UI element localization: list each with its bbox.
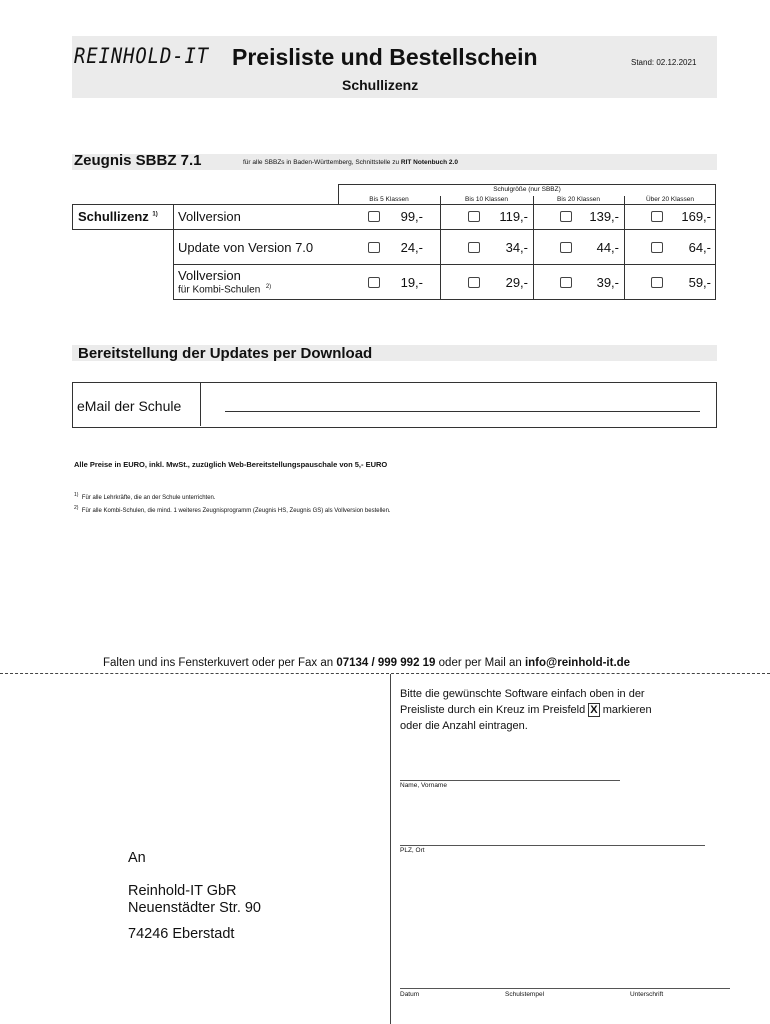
price-update-5: 24,- — [400, 240, 423, 255]
page-subtitle: Schullizenz — [342, 77, 419, 93]
checkbox-kombi-over20[interactable] — [651, 277, 663, 288]
checkbox-kombi-5[interactable] — [368, 277, 380, 288]
product-note — [243, 159, 458, 166]
product-note-bold: RIT Notenbuch 2.0 — [400, 159, 458, 166]
checkbox-update-5[interactable] — [368, 242, 380, 253]
order-instructions — [400, 686, 700, 734]
price-full-over20: 169,- — [681, 209, 711, 224]
row-line — [173, 229, 716, 230]
license-label-text: Schullizenz — [78, 209, 149, 224]
address-company: Reinhold-IT GbR — [128, 883, 237, 899]
address-an: An — [128, 850, 146, 866]
checkbox-update-20[interactable] — [560, 242, 572, 253]
col-header-10: Bis 10 Klassen — [465, 196, 508, 203]
price-kombi-5: 19,- — [400, 275, 423, 290]
license-sup: 1) — [152, 211, 158, 218]
checkbox-kombi-20[interactable] — [560, 277, 572, 288]
company-logo: REINHOLD-IT — [74, 44, 210, 68]
address-city: 74246 Eberstadt — [128, 926, 235, 942]
row-sublabel-sup: 2) — [265, 284, 272, 290]
mail-address[interactable]: info@reinhold-it.de — [524, 657, 631, 669]
row-label-vollversion: Vollversion — [178, 209, 241, 224]
email-label: eMail der Schule — [77, 398, 182, 414]
instr-line-2a: Preisliste durch ein Kreuz im Preisfeld — [400, 704, 589, 716]
price-kombi-over20: 59,- — [688, 275, 711, 290]
checkbox-full-20[interactable] — [560, 211, 572, 222]
col-divider — [533, 196, 534, 204]
footnote-2 — [74, 505, 391, 514]
fold-middle: oder per Mail an — [435, 657, 525, 669]
table-right-line — [715, 204, 716, 299]
license-label — [78, 209, 158, 224]
plz-label: PLZ, Ort — [400, 847, 425, 854]
fold-line — [0, 673, 770, 674]
price-kombi-20: 39,- — [596, 275, 619, 290]
col-header-20: Bis 20 Klassen — [557, 196, 600, 203]
checkbox-kombi-10[interactable] — [468, 277, 480, 288]
checkbox-update-10[interactable] — [468, 242, 480, 253]
product-title: Zeugnis SBBZ 7.1 — [74, 152, 202, 169]
row-label-kombi: Vollversion — [178, 268, 241, 283]
prices-note: Alle Preise in EURO, inkl. MwSt., zuzüglich Web-Bereitstellungspauschale von 5,- EURO — [74, 460, 388, 469]
row-label-update: Update von Version 7.0 — [178, 240, 314, 255]
col-line — [624, 204, 625, 299]
col-line — [440, 204, 441, 299]
label-divider — [173, 204, 174, 299]
row-sublabel-text: für Kombi-Schulen — [178, 284, 261, 296]
table-top-line — [72, 204, 715, 205]
col-header-5: Bis 5 Klassen — [369, 196, 409, 203]
footnote-1-text: Für alle Lehrkräfte, die an der Schule unterrichten. — [81, 495, 216, 501]
stempel-label: Schulstempel — [505, 991, 545, 998]
col-header-over20: Über 20 Klassen — [645, 196, 695, 203]
checkbox-full-10[interactable] — [468, 211, 480, 222]
license-cell-bottom — [72, 229, 173, 230]
price-full-5: 99,- — [400, 209, 423, 224]
footnote-1 — [74, 492, 216, 501]
footnote-2-mark: 2) — [74, 505, 79, 511]
unterschrift-label: Unterschrift — [630, 991, 664, 998]
instr-line-3: oder die Anzahl eintragen. — [400, 720, 528, 732]
footnote-2-text: Für alle Kombi-Schulen, die mind. 1 weiteres Zeugnisprogramm (Zeugnis HS, Zeugnis GS) als Vollversion bestellen. — [81, 508, 391, 514]
footnote-1-mark: 1) — [74, 492, 79, 498]
plz-line[interactable] — [400, 845, 705, 846]
price-update-20: 44,- — [596, 240, 619, 255]
name-line[interactable] — [400, 780, 620, 781]
email-divider — [200, 382, 201, 426]
row-line — [173, 264, 716, 265]
price-update-10: 34,- — [505, 240, 528, 255]
price-update-over20: 64,- — [688, 240, 711, 255]
price-kombi-10: 29,- — [505, 275, 528, 290]
checkbox-update-over20[interactable] — [651, 242, 663, 253]
row-line — [173, 299, 716, 300]
price-full-10: 119,- — [499, 209, 528, 224]
page-title: Preisliste und Bestellschein — [232, 44, 538, 70]
table-left-line — [72, 204, 73, 229]
checkbox-full-5[interactable] — [368, 211, 380, 222]
col-divider — [624, 196, 625, 204]
instr-line-2b: markieren — [599, 704, 652, 716]
name-label: Name, Vorname — [400, 782, 447, 789]
col-divider — [440, 196, 441, 204]
datum-label: Datum — [400, 991, 420, 998]
address-street: Neuenstädter Str. 90 — [128, 900, 261, 916]
product-note-text: für alle SBBZs in Baden-Württemberg, Schnittstelle zu — [243, 159, 401, 166]
fold-instruction — [103, 657, 630, 669]
signature-line[interactable] — [400, 988, 730, 989]
instr-line-2 — [400, 702, 700, 718]
instr-line-1: Bitte die gewünschte Software einfach oben in der — [400, 688, 645, 700]
download-title: Bereitstellung der Updates per Download — [78, 345, 373, 362]
cross-sample: X — [590, 704, 598, 716]
col-line — [533, 204, 534, 299]
date-stamp: Stand: 02.12.2021 — [631, 58, 697, 67]
price-full-20: 139,- — [589, 209, 619, 224]
size-group-header: Schulgröße (nur SBBZ) — [493, 186, 561, 193]
checkbox-full-over20[interactable] — [651, 211, 663, 222]
row-sublabel-kombi — [178, 284, 271, 295]
fax-number: 07134 / 999 992 19 — [336, 657, 436, 669]
form-divider — [390, 674, 391, 1024]
email-input-line[interactable] — [225, 411, 700, 412]
fold-prefix: Falten und ins Fensterkuvert oder per Fax an — [103, 657, 337, 669]
